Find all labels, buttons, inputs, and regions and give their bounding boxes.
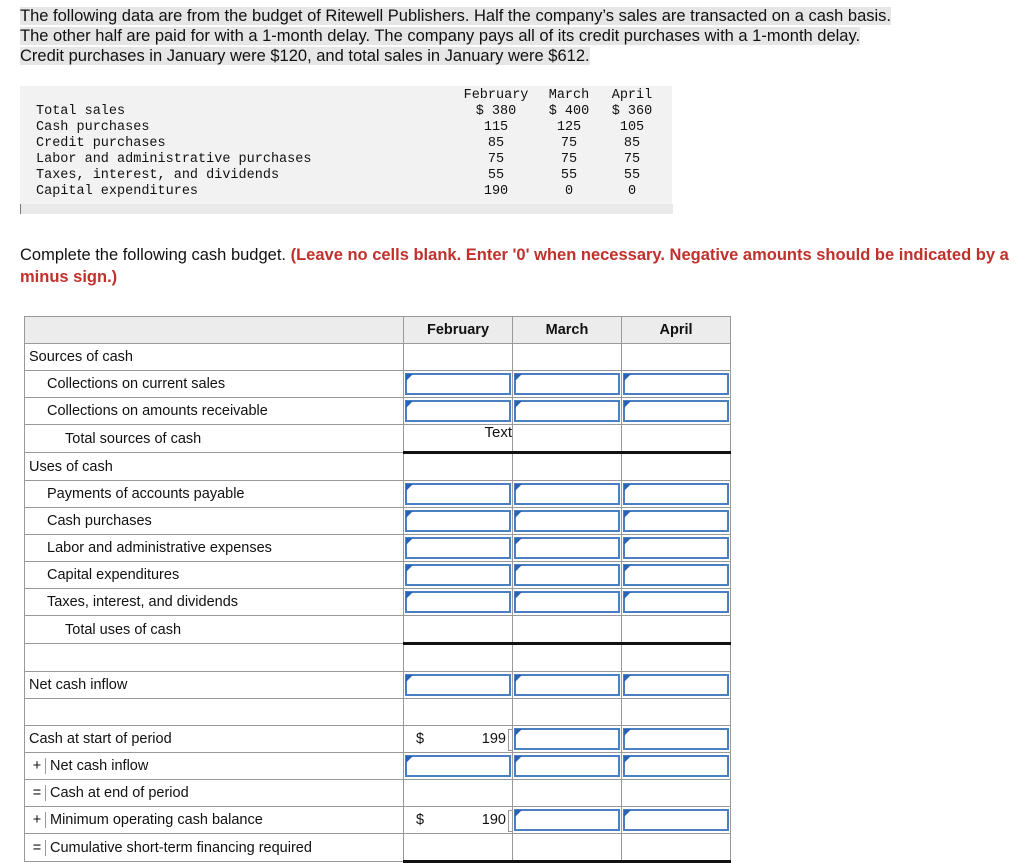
min-balance-label: Minimum operating cash balance — [50, 812, 263, 828]
min-balance-feb-value: 190 — [481, 812, 506, 828]
given-value: 55 — [623, 168, 641, 183]
given-value: 55 — [560, 168, 578, 183]
plus-symbol: + — [29, 758, 46, 774]
given-label: Total sales — [36, 104, 126, 119]
given-row — [36, 104, 662, 120]
payments-ap-mar-input[interactable] — [514, 483, 620, 505]
given-value: 85 — [623, 136, 641, 151]
cash-budget-table — [24, 316, 731, 863]
given-value: 55 — [487, 168, 505, 183]
budget-header-march: March — [513, 317, 622, 344]
collections-current-mar-input[interactable] — [514, 373, 620, 395]
capital-exp-label: Capital expenditures — [25, 562, 404, 589]
labor-admin-feb-input[interactable] — [405, 537, 511, 559]
net-inflow-row-feb-input[interactable] — [405, 755, 511, 777]
labor-admin-label: Labor and administrative expenses — [25, 535, 404, 562]
cash-start-apr-input[interactable] — [623, 728, 729, 750]
given-value: $ 380 — [475, 104, 517, 119]
intro-line-2: The other half are paid for with a 1-month delay. The company pays all of its credit purchases with a 1-month delay. — [20, 27, 861, 45]
given-value: 85 — [487, 136, 505, 151]
cash-purchases-apr-input[interactable] — [623, 510, 729, 532]
given-row — [36, 136, 662, 152]
payments-ap-feb-input[interactable] — [405, 483, 511, 505]
cash-start-label: Cash at start of period — [25, 726, 404, 753]
given-row — [36, 168, 662, 184]
given-value: $ 360 — [611, 104, 653, 119]
total-sources-label: Total sources of cash — [25, 425, 404, 453]
payments-ap-apr-input[interactable] — [623, 483, 729, 505]
collections-current-apr-input[interactable] — [623, 373, 729, 395]
given-value: 105 — [619, 120, 645, 135]
payments-ap-label: Payments of accounts payable — [25, 481, 404, 508]
net-inflow-row-label: Net cash inflow — [50, 758, 149, 774]
total-uses-apr-cell[interactable] — [622, 616, 731, 644]
cash-purchases-label: Cash purchases — [25, 508, 404, 535]
net-cash-inflow-mar-input[interactable] — [514, 674, 620, 696]
budget-header-february: February — [404, 317, 513, 344]
given-value: 190 — [483, 184, 509, 199]
given-label: Taxes, interest, and dividends — [36, 168, 280, 183]
given-label: Labor and administrative purchases — [36, 152, 312, 167]
cumulative-apr-cell[interactable] — [622, 834, 731, 862]
intro-line-3: Credit purchases in January were $120, and total sales in January were $612. — [20, 47, 590, 65]
budget-header-blank — [25, 317, 404, 344]
intro-line-1: The following data are from the budget of Ritewell Publishers. Half the company’s sales are transacted on a cash basis. — [20, 7, 891, 25]
given-data-table — [20, 86, 672, 214]
given-header-march: March — [548, 88, 590, 103]
cash-end-apr-cell[interactable] — [622, 780, 731, 807]
cash-purchases-feb-input[interactable] — [405, 510, 511, 532]
capital-exp-apr-input[interactable] — [623, 564, 729, 586]
cash-purchases-mar-input[interactable] — [514, 510, 620, 532]
collections-receivable-feb-input[interactable] — [405, 400, 511, 422]
given-value: 125 — [556, 120, 582, 135]
given-row — [36, 184, 662, 200]
collections-current-label: Collections on current sales — [25, 371, 404, 398]
total-uses-mar-cell[interactable] — [513, 616, 622, 644]
net-inflow-row-mar-input[interactable] — [514, 755, 620, 777]
total-uses-label: Total uses of cash — [25, 616, 404, 644]
cash-end-label: Cash at end of period — [50, 785, 189, 801]
total-sources-apr-cell[interactable] — [622, 425, 731, 453]
instructions-emphasis: (Leave no cells blank. Enter '0' when necessary. Negative amounts should be indicated by a minus sign.) — [20, 246, 1009, 286]
min-balance-mar-input[interactable] — [514, 809, 620, 831]
given-value: 75 — [560, 152, 578, 167]
collections-receivable-label: Collections on amounts receivable — [25, 398, 404, 425]
taxes-mar-input[interactable] — [514, 591, 620, 613]
equals-symbol: = — [29, 785, 46, 801]
currency-symbol: $ — [416, 812, 425, 828]
currency-symbol: $ — [416, 731, 425, 747]
net-cash-inflow-feb-input[interactable] — [405, 674, 511, 696]
budget-header-april: April — [622, 317, 731, 344]
instructions — [20, 244, 1010, 288]
labor-admin-mar-input[interactable] — [514, 537, 620, 559]
collections-receivable-mar-input[interactable] — [514, 400, 620, 422]
net-cash-inflow-label: Net cash inflow — [25, 672, 404, 699]
min-balance-apr-input[interactable] — [623, 809, 729, 831]
collections-current-feb-input[interactable] — [405, 373, 511, 395]
given-row — [36, 152, 662, 168]
given-value: 0 — [564, 184, 574, 199]
given-label: Capital expenditures — [36, 184, 199, 199]
cumulative-label: Cumulative short-term financing required — [50, 839, 312, 856]
given-value: 75 — [623, 152, 641, 167]
given-label: Credit purchases — [36, 136, 166, 151]
capital-exp-feb-input[interactable] — [405, 564, 511, 586]
cash-end-mar-cell[interactable] — [513, 780, 622, 807]
cash-start-mar-input[interactable] — [514, 728, 620, 750]
net-cash-inflow-apr-input[interactable] — [623, 674, 729, 696]
sources-heading: Sources of cash — [25, 344, 404, 371]
cumulative-mar-cell[interactable] — [513, 834, 622, 862]
equals-symbol: = — [29, 840, 46, 856]
given-header-february: February — [463, 88, 529, 103]
cumulative-feb-cell[interactable] — [404, 834, 513, 862]
plus-symbol: + — [29, 812, 46, 828]
taxes-apr-input[interactable] — [623, 591, 729, 613]
instructions-text: Complete the following cash budget. — [20, 246, 286, 264]
given-row — [36, 120, 662, 136]
taxes-feb-input[interactable] — [405, 591, 511, 613]
given-value: 75 — [560, 136, 578, 151]
taxes-label: Taxes, interest, and dividends — [25, 589, 404, 616]
capital-exp-mar-input[interactable] — [514, 564, 620, 586]
given-header-april: April — [611, 88, 653, 103]
text-cursor-label: Text — [484, 424, 512, 441]
total-sources-mar-cell[interactable] — [513, 425, 622, 453]
net-inflow-row-apr-input[interactable] — [623, 755, 729, 777]
labor-admin-apr-input[interactable] — [623, 537, 729, 559]
given-value: 75 — [487, 152, 505, 167]
uses-heading: Uses of cash — [25, 453, 404, 481]
problem-statement — [20, 6, 1010, 66]
given-value: 0 — [627, 184, 637, 199]
cash-start-feb-value: 199 — [481, 731, 506, 747]
cash-end-feb-cell[interactable] — [404, 780, 513, 807]
total-uses-feb-cell[interactable] — [404, 616, 513, 644]
given-value: 115 — [483, 120, 509, 135]
collections-receivable-apr-input[interactable] — [623, 400, 729, 422]
given-value: $ 400 — [548, 104, 590, 119]
given-label: Cash purchases — [36, 120, 150, 135]
